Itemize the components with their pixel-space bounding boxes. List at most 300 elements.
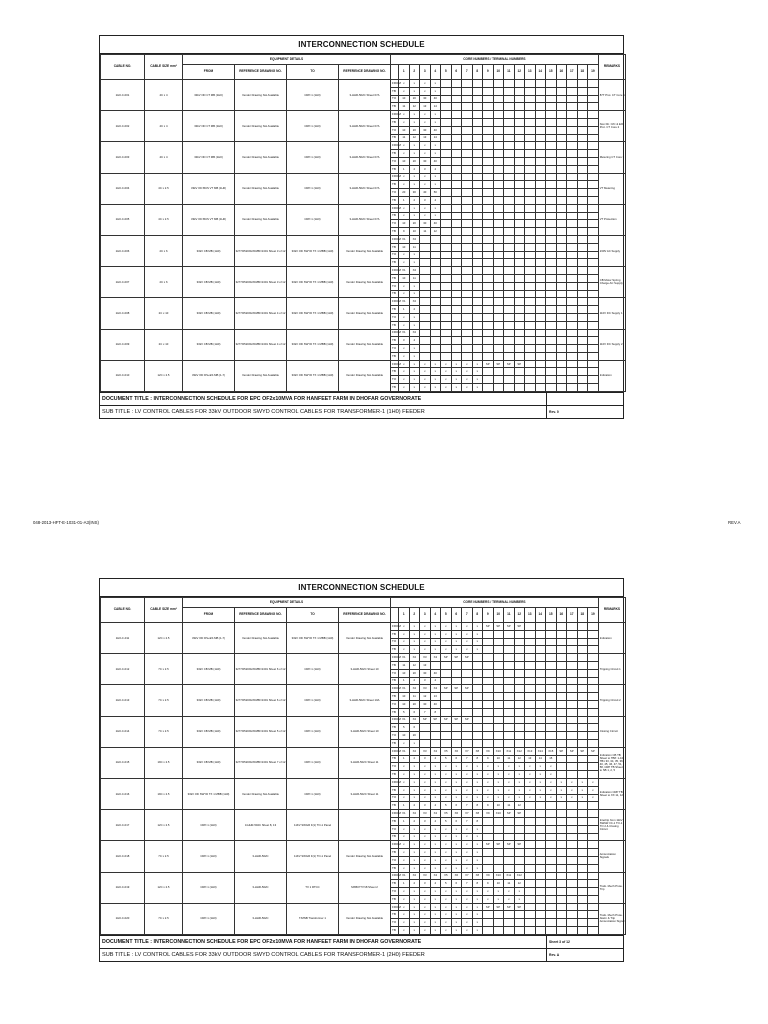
core-cell: 7 — [462, 880, 473, 888]
core-cell: x — [409, 80, 420, 88]
header-core-14: 14 — [535, 608, 546, 623]
from-equipment: CRP-1 (1H0) — [183, 841, 235, 872]
to-equipment: T/MNB Transformer 1 — [287, 903, 339, 934]
core-cell — [504, 306, 515, 314]
core-cell — [546, 654, 557, 662]
cable-no: 1H0-C-014 — [101, 716, 145, 747]
core-cell — [525, 856, 536, 864]
core-cell — [567, 196, 578, 204]
core-cell — [451, 212, 462, 220]
core-cell — [535, 298, 546, 306]
core-cell — [535, 638, 546, 646]
core-cell: 4 — [430, 880, 441, 888]
core-cell: x — [430, 212, 441, 220]
core-cell — [483, 677, 494, 685]
core-cell — [577, 716, 588, 724]
page-reference: 048-2013-HFT-E-1031-01-A3(INS) — [33, 520, 99, 525]
from-ref-drawing: Vendor Drawing Not Available — [235, 204, 287, 235]
core-cell — [556, 87, 567, 95]
core-cell — [535, 817, 546, 825]
remarks: Closing Circuit — [598, 716, 626, 747]
core-cell — [556, 685, 567, 693]
core-cell — [577, 87, 588, 95]
core-cell — [588, 872, 599, 880]
row-label: TO — [391, 856, 399, 864]
core-cell: 6 — [451, 802, 462, 810]
core-cell — [556, 732, 567, 740]
core-cell — [535, 654, 546, 662]
core-cell: x — [451, 903, 462, 911]
core-cell — [588, 384, 599, 392]
core-cell: SP — [462, 654, 473, 662]
core-cell: X6 — [451, 747, 462, 755]
core-cell: 10 — [399, 669, 410, 677]
core-cell — [462, 329, 473, 337]
core-cell: x — [420, 368, 431, 376]
core-cell — [483, 352, 494, 360]
core-cell — [441, 235, 452, 243]
core-cell — [567, 732, 578, 740]
core-cell: 1 — [399, 817, 410, 825]
core-cell: x — [409, 638, 420, 646]
core-cell: 6 — [409, 708, 420, 716]
core-cell — [588, 290, 599, 298]
row-label: FROM — [391, 685, 399, 693]
core-cell — [525, 134, 536, 142]
core-cell — [430, 243, 441, 251]
core-cell — [546, 181, 557, 189]
core-cell — [420, 251, 431, 259]
core-cell — [567, 880, 578, 888]
core-cell — [493, 817, 504, 825]
cable-size: 7C x 2.5 — [145, 841, 183, 872]
core-cell: x — [556, 778, 567, 786]
core-cell: X1 — [399, 685, 410, 693]
core-cell: 6 — [451, 880, 462, 888]
core-cell — [577, 251, 588, 259]
core-cell — [504, 376, 515, 384]
core-cell — [556, 165, 567, 173]
core-cell: x — [451, 646, 462, 654]
core-cell — [556, 880, 567, 888]
core-cell: x — [420, 646, 431, 654]
core-cell — [588, 693, 599, 701]
core-cell — [504, 157, 515, 165]
core-cell — [556, 693, 567, 701]
core-cell: x — [451, 623, 462, 631]
header-ref-drawing-from: REFERENCE DRAWING NO. — [235, 608, 287, 623]
core-cell — [472, 95, 483, 103]
header-core-8: 8 — [472, 608, 483, 623]
core-cell: x — [472, 856, 483, 864]
sub-title-row — [100, 948, 623, 961]
cable-size: 7C x 2.5 — [145, 685, 183, 716]
core-cell: x — [441, 833, 452, 841]
core-cell — [493, 87, 504, 95]
core-cell — [577, 911, 588, 919]
core-cell: x — [430, 360, 441, 368]
core-cell — [493, 235, 504, 243]
core-cell: x — [588, 786, 599, 794]
core-cell — [567, 669, 578, 677]
schedule-table — [100, 597, 626, 935]
core-cell: X9 — [483, 872, 494, 880]
row-label: TO — [391, 763, 399, 771]
cable-no: 1H0-C-010 — [101, 360, 145, 391]
core-cell — [567, 118, 578, 126]
core-cell — [567, 173, 578, 181]
cable-size: 2C x 10 — [145, 298, 183, 329]
core-cell: x — [462, 630, 473, 638]
core-cell — [430, 739, 441, 747]
core-cell — [451, 157, 462, 165]
core-cell — [483, 345, 494, 353]
core-cell — [472, 126, 483, 134]
core-cell: x — [514, 895, 525, 903]
core-cell — [577, 282, 588, 290]
core-cell — [525, 111, 536, 119]
core-cell — [525, 638, 536, 646]
core-cell — [472, 321, 483, 329]
row-label: TO — [391, 888, 399, 896]
header-core-6: 6 — [451, 65, 462, 80]
core-cell: 8 — [472, 880, 483, 888]
core-cell — [535, 345, 546, 353]
core-cell — [546, 267, 557, 275]
core-cell — [546, 212, 557, 220]
header-core-19: 19 — [588, 65, 599, 80]
from-equipment: 33kV OD DS+ES MB (1-7) — [183, 623, 235, 654]
core-cell — [525, 654, 536, 662]
core-cell — [588, 118, 599, 126]
core-cell — [535, 833, 546, 841]
header-core-14: 14 — [535, 65, 546, 80]
core-cell: x — [472, 864, 483, 872]
core-cell: x — [399, 638, 410, 646]
core-cell — [546, 306, 557, 314]
core-cell — [462, 724, 473, 732]
core-cell — [567, 833, 578, 841]
core-cell: 30 — [420, 220, 431, 228]
header-core-11: 11 — [504, 608, 515, 623]
row-label: TB — [391, 196, 399, 204]
core-cell: x — [472, 841, 483, 849]
header-to: TO — [287, 608, 339, 623]
core-cell: 10 — [399, 220, 410, 228]
core-cell: x — [420, 786, 431, 794]
row-label: TB — [391, 630, 399, 638]
core-cell: 14 — [535, 755, 546, 763]
core-cell: 13 — [430, 693, 441, 701]
core-cell — [472, 80, 483, 88]
core-cell — [441, 669, 452, 677]
header-ref-drawing-to: REFERENCE DRAWING NO. — [339, 65, 391, 80]
remarks: Indication CRP TB Sheet to XX 11, 12 — [598, 778, 626, 809]
core-cell — [556, 243, 567, 251]
core-cell: x — [420, 771, 431, 779]
core-cell: x — [451, 888, 462, 896]
core-cell — [546, 103, 557, 111]
core-cell — [483, 220, 494, 228]
core-cell — [535, 150, 546, 158]
core-cell — [546, 95, 557, 103]
core-cell — [546, 833, 557, 841]
core-cell: x — [441, 630, 452, 638]
core-cell — [493, 150, 504, 158]
row-label: FROM — [391, 142, 399, 150]
core-cell — [567, 352, 578, 360]
row-label: TB — [391, 321, 399, 329]
core-cell — [535, 700, 546, 708]
core-cell — [483, 282, 494, 290]
core-cell — [472, 700, 483, 708]
core-cell: 12 — [514, 802, 525, 810]
from-ref-drawing: Vendor Drawing Not Available — [235, 778, 287, 809]
table-row — [101, 235, 626, 243]
core-cell — [514, 157, 525, 165]
core-cell — [556, 802, 567, 810]
core-cell — [567, 95, 578, 103]
core-cell: x — [462, 786, 473, 794]
core-cell — [493, 739, 504, 747]
core-cell — [441, 142, 452, 150]
core-cell — [546, 724, 557, 732]
core-cell — [420, 345, 431, 353]
core-cell — [577, 329, 588, 337]
schedule-sheet-2 — [99, 578, 624, 962]
core-cell — [556, 810, 567, 818]
from-equipment: 33kV OD DS+ES MB (1-7) — [183, 360, 235, 391]
core-cell — [577, 165, 588, 173]
to-ref-drawing: 3-HHR-502C Sheet 10 — [339, 654, 391, 685]
core-cell — [525, 384, 536, 392]
core-cell: SP — [588, 747, 599, 755]
core-cell — [420, 259, 431, 267]
to-equipment: CRP-1 (1H0) — [287, 716, 339, 747]
core-cell — [546, 360, 557, 368]
core-cell — [483, 669, 494, 677]
core-cell — [420, 352, 431, 360]
core-cell: x — [399, 833, 410, 841]
core-cell: SP — [483, 841, 494, 849]
core-cell: x — [441, 778, 452, 786]
core-cell: 3 — [420, 755, 431, 763]
cable-no: 1H0-C-001 — [101, 80, 145, 111]
core-cell: x — [420, 888, 431, 896]
cable-size: 7C x 2.5 — [145, 654, 183, 685]
core-cell — [556, 157, 567, 165]
core-cell — [588, 919, 599, 927]
core-cell: 3 — [420, 880, 431, 888]
cable-no: 1H0-C-005 — [101, 204, 145, 235]
core-cell — [504, 927, 515, 935]
core-cell: x — [472, 384, 483, 392]
core-cell — [514, 833, 525, 841]
core-cell — [462, 235, 473, 243]
header-remarks: REMARKS — [598, 598, 626, 623]
row-label: TB — [391, 661, 399, 669]
core-cell — [525, 157, 536, 165]
core-cell — [483, 212, 494, 220]
core-cell: 4 — [430, 817, 441, 825]
core-cell: x — [430, 919, 441, 927]
core-cell — [493, 919, 504, 927]
core-cell: SP — [462, 685, 473, 693]
core-cell — [567, 872, 578, 880]
core-cell — [441, 345, 452, 353]
core-cell — [556, 903, 567, 911]
row-label: TB — [391, 87, 399, 95]
core-cell: x — [420, 630, 431, 638]
core-cell — [535, 337, 546, 345]
core-cell: x — [546, 786, 557, 794]
row-label: FROM — [391, 80, 399, 88]
core-cell — [588, 856, 599, 864]
core-cell: x — [399, 173, 410, 181]
core-cell — [493, 384, 504, 392]
core-cell — [451, 693, 462, 701]
core-cell — [525, 103, 536, 111]
core-cell: X3 — [420, 872, 431, 880]
core-cell — [462, 243, 473, 251]
core-cell — [514, 259, 525, 267]
core-cell — [493, 196, 504, 204]
core-cell: x — [441, 895, 452, 903]
core-cell — [577, 927, 588, 935]
cable-no: 1H0-C-007 — [101, 267, 145, 298]
core-cell — [451, 661, 462, 669]
core-cell: X2 — [409, 716, 420, 724]
row-label: TB — [391, 786, 399, 794]
core-cell: 11 — [504, 755, 515, 763]
core-cell: SP — [556, 747, 567, 755]
to-equipment: TX 1 RTCC — [287, 872, 339, 903]
core-cell: x — [514, 794, 525, 802]
core-cell: x — [451, 825, 462, 833]
core-cell: X6 — [451, 810, 462, 818]
core-cell: x — [399, 903, 410, 911]
core-cell — [451, 739, 462, 747]
core-cell — [451, 142, 462, 150]
core-cell — [493, 677, 504, 685]
core-cell — [493, 165, 504, 173]
core-cell: x — [399, 856, 410, 864]
core-cell — [525, 204, 536, 212]
core-cell — [493, 849, 504, 857]
core-cell — [577, 95, 588, 103]
core-cell — [420, 290, 431, 298]
core-cell: X15 — [546, 747, 557, 755]
cable-size: 2C x 10 — [145, 329, 183, 360]
core-cell: x — [420, 841, 431, 849]
core-cell — [525, 810, 536, 818]
core-cell — [483, 817, 494, 825]
core-cell — [514, 298, 525, 306]
core-cell — [546, 685, 557, 693]
document-title-row — [100, 935, 623, 948]
core-cell: x — [483, 786, 494, 794]
core-cell — [588, 708, 599, 716]
core-cell — [483, 337, 494, 345]
core-cell — [588, 685, 599, 693]
core-cell — [546, 919, 557, 927]
core-cell — [535, 849, 546, 857]
core-cell — [493, 646, 504, 654]
core-cell — [493, 111, 504, 119]
core-cell — [462, 337, 473, 345]
core-cell — [504, 630, 515, 638]
core-cell — [525, 802, 536, 810]
core-cell — [441, 251, 452, 259]
core-cell — [577, 376, 588, 384]
to-ref-drawing: Vendor Drawing Not Available — [339, 623, 391, 654]
core-cell: x — [451, 778, 462, 786]
core-cell — [546, 118, 557, 126]
core-cell — [514, 95, 525, 103]
core-cell — [472, 654, 483, 662]
core-cell — [462, 181, 473, 189]
core-cell — [546, 927, 557, 935]
table-row — [101, 685, 626, 693]
row-label: TB — [391, 755, 399, 763]
core-cell: x — [399, 794, 410, 802]
core-cell — [546, 157, 557, 165]
core-cell — [504, 212, 515, 220]
core-cell — [430, 306, 441, 314]
core-cell: x — [451, 368, 462, 376]
core-cell — [462, 212, 473, 220]
core-cell — [535, 189, 546, 197]
core-cell — [504, 817, 515, 825]
core-cell: x — [430, 841, 441, 849]
core-cell — [483, 708, 494, 716]
core-cell — [577, 872, 588, 880]
core-cell — [567, 290, 578, 298]
core-cell: x — [399, 368, 410, 376]
core-cell: x — [430, 825, 441, 833]
core-cell — [441, 661, 452, 669]
core-cell: x — [409, 763, 420, 771]
core-cell — [462, 103, 473, 111]
core-cell: x — [462, 888, 473, 896]
core-cell — [514, 654, 525, 662]
core-cell — [504, 181, 515, 189]
core-cell: 40 — [430, 700, 441, 708]
core-cell: 12 — [420, 693, 431, 701]
core-cell — [493, 856, 504, 864]
row-label: TB — [391, 384, 399, 392]
revision-number: Rev. A — [549, 952, 560, 957]
row-label: FROM — [391, 747, 399, 755]
core-cell — [525, 360, 536, 368]
core-cell — [588, 755, 599, 763]
core-cell: 5 — [441, 755, 452, 763]
core-cell: 9 — [483, 880, 494, 888]
core-cell: x — [462, 368, 473, 376]
core-cell — [483, 716, 494, 724]
core-cell: X11 — [504, 872, 515, 880]
row-label: FROM — [391, 841, 399, 849]
core-cell — [441, 118, 452, 126]
core-cell: X9 — [483, 810, 494, 818]
core-cell — [588, 771, 599, 779]
core-cell — [441, 352, 452, 360]
core-cell — [514, 150, 525, 158]
core-cell — [514, 142, 525, 150]
core-cell — [525, 919, 536, 927]
core-cell: x — [409, 888, 420, 896]
core-cell: SP — [451, 654, 462, 662]
